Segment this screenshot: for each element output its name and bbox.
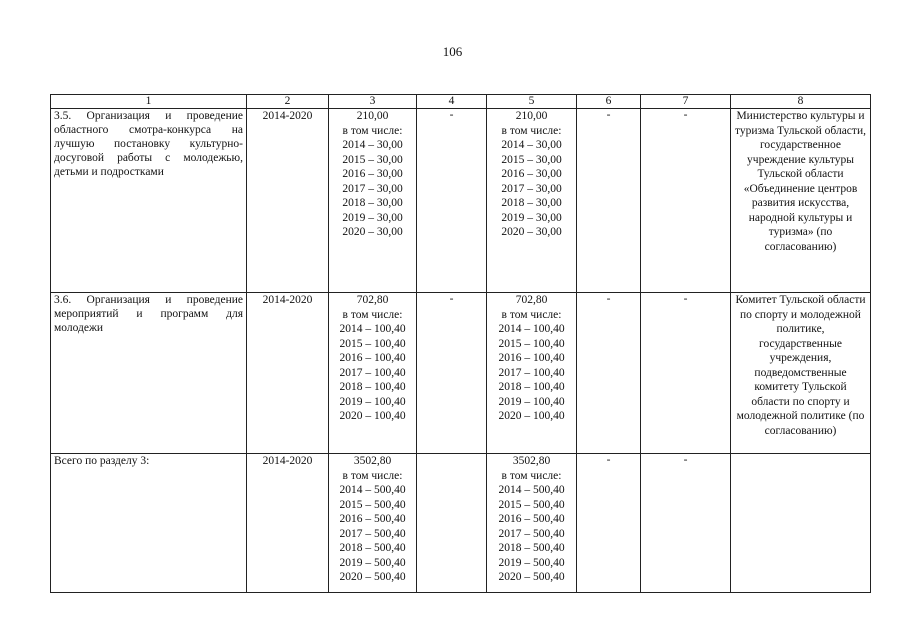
amount-line: 2019 – 100,40 <box>498 395 565 408</box>
amount-line: 2015 – 500,40 <box>498 498 565 511</box>
column-number: 7 <box>641 95 731 109</box>
table-row <box>51 454 871 593</box>
amount-line: 702,80 <box>356 294 389 306</box>
executor: Комитет Тульской области по спорту и молодежной политике, государственные учреждения, подведомственные комитету Тульской области по спорту и молодежной политике (по согласованию) <box>731 293 871 454</box>
amount-line: в том числе: <box>342 124 403 137</box>
funding-col7: - <box>641 454 731 593</box>
period: 2014-2020 <box>247 454 329 593</box>
executor: Министерство культуры и туризма Тульской области, государственное учреждение культуры Тульской области «Объединение центров развития искусства, народной культуры и туризма» (по согласованию) <box>731 109 871 293</box>
amount-line: 3502,80 <box>512 455 551 467</box>
funding-col5 <box>487 293 577 454</box>
amount-line: 2018 – 500,40 <box>339 542 406 554</box>
amount-line: 2014 – 500,40 <box>339 484 406 496</box>
amount-line: 2015 – 30,00 <box>501 153 562 166</box>
column-number: 8 <box>731 95 871 109</box>
amount-line: 2020 – 30,00 <box>501 226 562 238</box>
amount-line: 702,80 <box>515 294 548 306</box>
table-row <box>51 109 871 293</box>
amount-line: 3502,80 <box>353 455 392 467</box>
amount-line: 210,00 <box>515 110 548 122</box>
amount-line: 2020 – 30,00 <box>342 226 403 238</box>
amount-line: в том числе: <box>501 308 562 321</box>
program-table <box>50 94 871 593</box>
amount-line: 2017 – 100,40 <box>498 366 565 379</box>
amount-line: 2016 – 30,00 <box>501 168 562 180</box>
amount-line: 2020 – 100,40 <box>498 410 565 422</box>
amount-line: 2015 – 100,40 <box>498 337 565 350</box>
funding-col4: - <box>417 109 487 293</box>
amount-line: 2014 – 30,00 <box>342 139 403 151</box>
funding-col4: - <box>417 293 487 454</box>
funding-col3 <box>329 293 417 454</box>
column-number: 5 <box>487 95 577 109</box>
column-number: 6 <box>577 95 641 109</box>
amount-line: 2019 – 500,40 <box>498 556 565 569</box>
amount-line: 2019 – 500,40 <box>339 556 406 569</box>
amount-line: 2018 – 100,40 <box>498 381 565 393</box>
funding-col7: - <box>641 109 731 293</box>
amount-line: 2018 – 30,00 <box>342 197 403 209</box>
column-number: 1 <box>51 95 247 109</box>
amount-line: 2014 – 500,40 <box>498 484 565 496</box>
amount-line: 2020 – 100,40 <box>339 410 406 422</box>
amount-line: 2017 – 100,40 <box>339 366 406 379</box>
amount-line: 2017 – 500,40 <box>498 527 565 540</box>
amount-line: 2020 – 500,40 <box>339 571 406 583</box>
amount-line: 2017 – 500,40 <box>339 527 406 540</box>
column-number: 2 <box>247 95 329 109</box>
amount-line: 2016 – 100,40 <box>498 352 565 364</box>
amount-line: 2014 – 100,40 <box>498 323 565 335</box>
funding-col6: - <box>577 293 641 454</box>
activity-name: 3.6. Организация и проведение мероприятий и программ для молодежи <box>51 293 247 454</box>
amount-line: в том числе: <box>501 124 562 137</box>
amount-line: 2018 – 500,40 <box>498 542 565 554</box>
column-number-row <box>51 95 871 109</box>
funding-col6: - <box>577 454 641 593</box>
amount-line: 2019 – 30,00 <box>501 211 562 224</box>
executor <box>731 454 871 593</box>
page-number: 106 <box>442 44 463 59</box>
amount-line: 2015 – 30,00 <box>342 153 403 166</box>
amount-line: 2018 – 100,40 <box>339 381 406 393</box>
column-number: 3 <box>329 95 417 109</box>
table-row <box>51 293 871 454</box>
amount-line: 2020 – 500,40 <box>498 571 565 583</box>
amount-line: 2014 – 30,00 <box>501 139 562 151</box>
funding-col3 <box>329 109 417 293</box>
amount-line: 2016 – 100,40 <box>339 352 406 364</box>
amount-line: в том числе: <box>501 469 562 482</box>
amount-line: 2017 – 30,00 <box>501 182 562 195</box>
period: 2014-2020 <box>247 109 329 293</box>
amount-line: 2017 – 30,00 <box>342 182 403 195</box>
amount-line: 2016 – 500,40 <box>339 513 406 525</box>
amount-line: в том числе: <box>342 469 403 482</box>
amount-line: в том числе: <box>342 308 403 321</box>
amount-line: 2014 – 100,40 <box>339 323 406 335</box>
funding-col4 <box>417 454 487 593</box>
column-number: 4 <box>417 95 487 109</box>
funding-col5 <box>487 109 577 293</box>
amount-line: 2016 – 500,40 <box>498 513 565 525</box>
amount-line: 2015 – 500,40 <box>339 498 406 511</box>
amount-line: 2015 – 100,40 <box>339 337 406 350</box>
funding-col7: - <box>641 293 731 454</box>
activity-name: 3.5. Организация и проведение областного смотра-конкурса на лучшую постановку культурно-досуговой работы с молодежью, детьми и подростками <box>51 109 247 293</box>
amount-line: 2016 – 30,00 <box>342 168 403 180</box>
period: 2014-2020 <box>247 293 329 454</box>
funding-col3 <box>329 454 417 593</box>
amount-line: 2018 – 30,00 <box>501 197 562 209</box>
amount-line: 2019 – 100,40 <box>339 395 406 408</box>
funding-col5 <box>487 454 577 593</box>
amount-line: 2019 – 30,00 <box>342 211 403 224</box>
amount-line: 210,00 <box>356 110 389 122</box>
activity-name: Всего по разделу 3: <box>51 454 247 593</box>
funding-col6: - <box>577 109 641 293</box>
